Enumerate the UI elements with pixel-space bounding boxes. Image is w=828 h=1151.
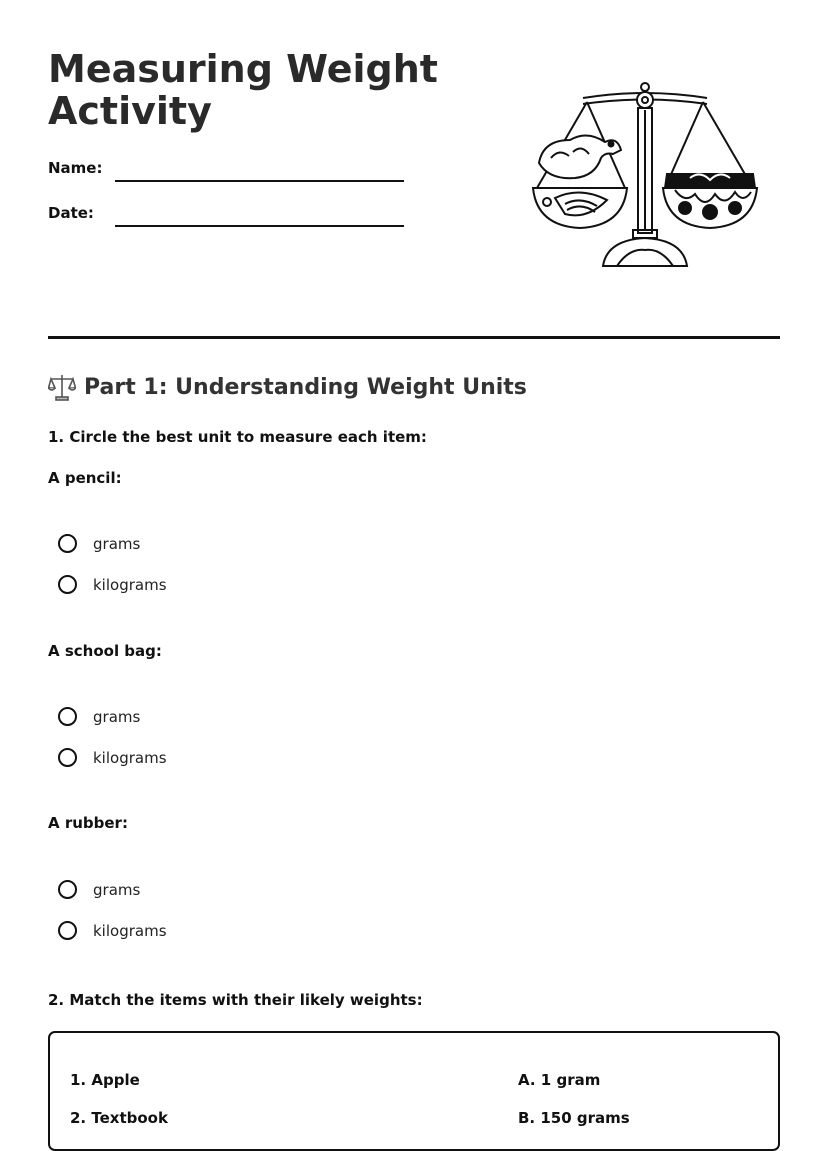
item-label-school-bag: A school bag: — [48, 642, 162, 660]
date-field[interactable] — [115, 225, 404, 227]
match-item-apple: 1. Apple — [70, 1071, 140, 1089]
item-label-pencil: A pencil: — [48, 469, 122, 487]
date-label: Date: — [48, 204, 94, 222]
option-rubber-grams[interactable] — [58, 880, 140, 899]
question-2: 2. Match the items with their likely weights: — [48, 991, 423, 1009]
name-field[interactable] — [115, 180, 404, 182]
radio-circle[interactable] — [58, 534, 77, 553]
radio-circle[interactable] — [58, 748, 77, 767]
title-line-1: Measuring Weight — [48, 47, 438, 91]
title-line-2: Activity — [48, 89, 212, 133]
radio-circle[interactable] — [58, 880, 77, 899]
balance-scale-icon — [48, 372, 76, 402]
radio-circle[interactable] — [58, 921, 77, 940]
matching-box — [48, 1031, 780, 1151]
match-weight-b: B. 150 grams — [518, 1109, 630, 1127]
option-bag-kilograms[interactable] — [58, 748, 167, 767]
radio-circle[interactable] — [58, 575, 77, 594]
part1-title: Part 1: Understanding Weight Units — [84, 374, 527, 400]
option-label: kilograms — [93, 575, 167, 594]
item-label-rubber: A rubber: — [48, 814, 128, 832]
option-rubber-kilograms[interactable] — [58, 921, 167, 940]
option-pencil-kilograms[interactable] — [58, 575, 167, 594]
page-title — [48, 48, 488, 132]
option-pencil-grams[interactable] — [58, 534, 140, 553]
question-1: 1. Circle the best unit to measure each item: — [48, 428, 427, 446]
option-label: grams — [93, 707, 141, 726]
option-label: kilograms — [93, 748, 167, 767]
option-label: grams — [93, 880, 141, 899]
match-item-textbook: 2. Textbook — [70, 1109, 168, 1127]
name-label: Name: — [48, 159, 103, 177]
match-weight-a: A. 1 gram — [518, 1071, 601, 1089]
header-divider — [48, 336, 780, 339]
option-label: grams — [93, 534, 141, 553]
balance-scale-illustration — [525, 78, 765, 273]
option-bag-grams[interactable] — [58, 707, 140, 726]
option-label: kilograms — [93, 921, 167, 940]
part1-heading — [48, 372, 527, 402]
radio-circle[interactable] — [58, 707, 77, 726]
